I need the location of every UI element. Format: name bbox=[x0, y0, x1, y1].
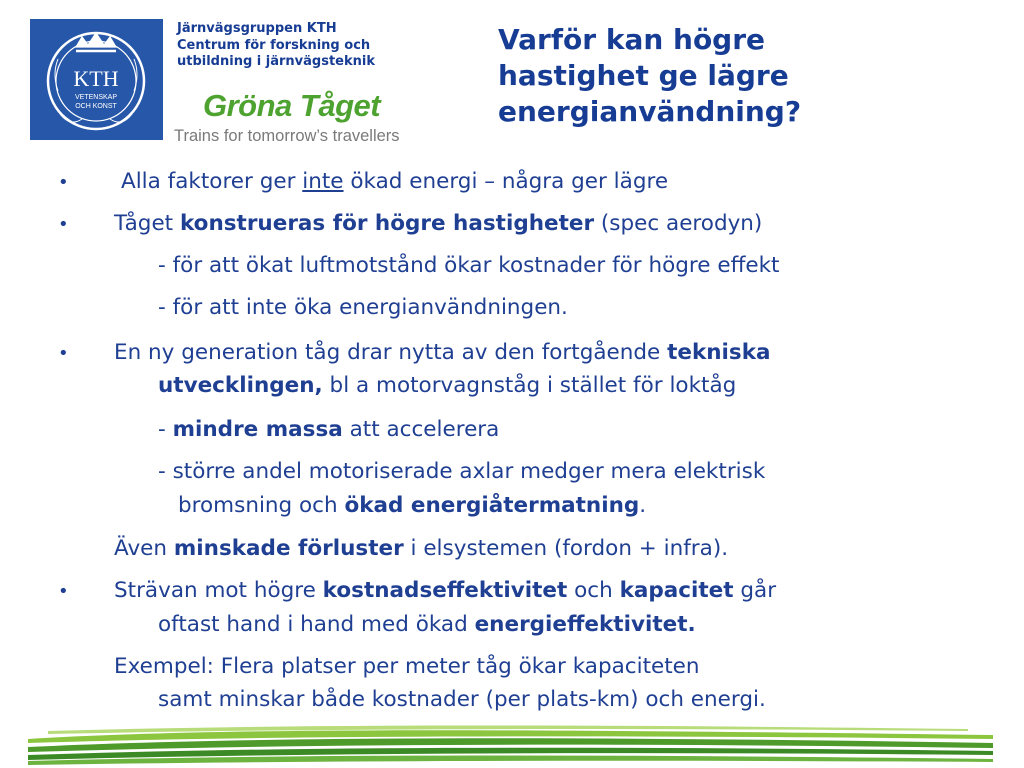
brand-tagline: Trains for tomorrow’s travellers bbox=[174, 127, 400, 145]
org-line-1: Järnvägsgruppen KTH bbox=[177, 21, 337, 36]
kth-logo-subline-2: OCH KONST bbox=[75, 103, 117, 110]
bullet-1: Alla faktorer ger inte ökad energi – några ger lägre bbox=[121, 169, 669, 194]
title-line-1: Varför kan högre bbox=[498, 23, 766, 56]
kth-logo-subline-1: VETENSKAP bbox=[74, 94, 118, 101]
grass-footer-decoration bbox=[28, 717, 993, 765]
bullet-3: En ny generation tåg drar nytta av den fortgående tekniska bbox=[114, 340, 771, 365]
bullet-2-sub-2: - för att inte öka energianvändningen. bbox=[158, 295, 568, 320]
bullet-3-marker: • bbox=[58, 343, 69, 364]
example-line-1: Exempel: Flera platser per meter tåg ökar kapaciteten bbox=[114, 654, 700, 679]
bullet-3-continued: utvecklingen, bl a motorvagnståg i stället för loktåg bbox=[158, 373, 737, 398]
bullet-2-marker: • bbox=[58, 214, 69, 235]
bullet-4-marker: • bbox=[58, 581, 69, 602]
bullet-4-continued: oftast hand i hand med ökad energieffektivitet. bbox=[158, 612, 696, 637]
bullet-2: Tåget konstrueras för högre hastigheter (spec aerodyn) bbox=[114, 211, 763, 236]
bullet-3-sub-2-continued: bromsning och ökad energiåtermatning. bbox=[178, 493, 647, 518]
kth-logo-text: KTH bbox=[73, 66, 119, 91]
emphasis-inte: inte bbox=[302, 169, 344, 194]
brand-logo-text: Gröna Tåget bbox=[203, 88, 381, 123]
bullet-3-sub-1: - mindre massa att accelerera bbox=[158, 417, 500, 442]
bullet-2-sub-1: - för att ökat luftmotstånd ökar kostnader för högre effekt bbox=[158, 253, 780, 278]
title-line-2: hastighet ge lägre bbox=[498, 59, 789, 92]
bullet-1-marker: • bbox=[58, 172, 69, 193]
bullet-3-also: Även minskade förluster i elsystemen (fordon + infra). bbox=[114, 536, 729, 561]
org-line-3: utbildning i järnvägsteknik bbox=[177, 54, 375, 69]
example-line-2: samt minskar både kostnader (per plats-km) och energi. bbox=[158, 687, 766, 712]
bullet-4: Strävan mot högre kostnadseffektivitet och kapacitet går bbox=[114, 578, 777, 603]
org-line-2: Centrum för forskning och bbox=[177, 37, 371, 53]
bullet-3-sub-2: - större andel motoriserade axlar medger mera elektrisk bbox=[158, 459, 766, 484]
title-line-3: energianvändning? bbox=[498, 95, 802, 128]
